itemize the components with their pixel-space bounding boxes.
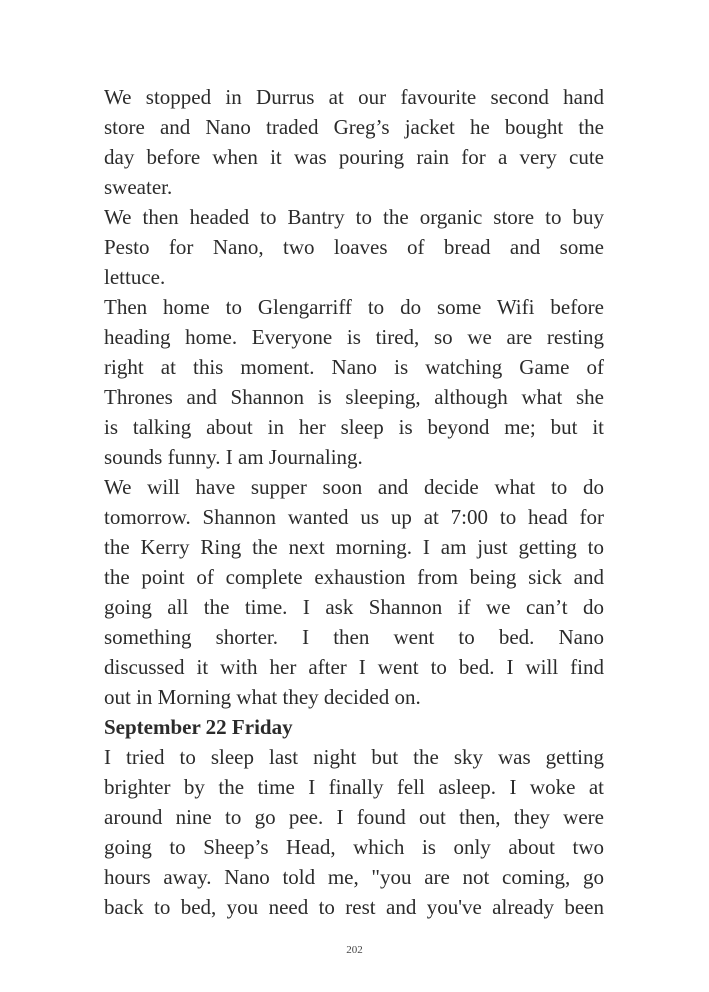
text-line: Then home to Glengarriff to do some Wifi before bbox=[104, 295, 604, 319]
text-line: the Kerry Ring the next morning. I am just getting to bbox=[104, 535, 604, 559]
page-number: 202 bbox=[346, 944, 363, 956]
text-line: We then headed to Bantry to the organic store to buy bbox=[104, 205, 604, 229]
text-line: lettuce. bbox=[104, 265, 166, 289]
text-line: discussed it with her after I went to bed. I will find bbox=[104, 655, 604, 679]
text-line: store and Nano traded Greg’s jacket he bought the bbox=[104, 115, 604, 139]
text-line: sounds funny. I am Journaling. bbox=[104, 445, 363, 469]
text-line: right at this moment. Nano is watching Game of bbox=[104, 355, 604, 379]
text-line: Pesto for Nano, two loaves of bread and some bbox=[104, 235, 604, 259]
text-line: sweater. bbox=[104, 175, 173, 199]
text-line: heading home. Everyone is tired, so we are resting bbox=[104, 325, 604, 349]
text-line: Thrones and Shannon is sleeping, although what she bbox=[104, 385, 604, 409]
text-line: day before when it was pouring rain for a very cute bbox=[104, 145, 604, 169]
text-line: going to Sheep’s Head, which is only about two bbox=[104, 835, 604, 859]
text-line: I tried to sleep last night but the sky was getting bbox=[104, 745, 604, 769]
text-line: the point of complete exhaustion from being sick and bbox=[104, 565, 604, 589]
text-line: We stopped in Durrus at our favourite second hand bbox=[104, 85, 604, 109]
page-body bbox=[104, 82, 604, 922]
text-line: is talking about in her sleep is beyond me; but it bbox=[104, 415, 604, 439]
section-heading: September 22 Friday bbox=[104, 715, 293, 739]
text-line: going all the time. I ask Shannon if we can’t do bbox=[104, 595, 604, 619]
text-line: around nine to go pee. I found out then, they were bbox=[104, 805, 604, 829]
text-line: tomorrow. Shannon wanted us up at 7:00 to head for bbox=[104, 505, 604, 529]
text-line: brighter by the time I finally fell asleep. I woke at bbox=[104, 775, 604, 799]
text-line: back to bed, you need to rest and you've already been bbox=[104, 895, 604, 919]
text-line: something shorter. I then went to bed. Nano bbox=[104, 625, 604, 649]
text-line: hours away. Nano told me, "you are not coming, go bbox=[104, 865, 604, 889]
text-line: We will have supper soon and decide what to do bbox=[104, 475, 604, 499]
text-line: out in Morning what they decided on. bbox=[104, 685, 421, 709]
